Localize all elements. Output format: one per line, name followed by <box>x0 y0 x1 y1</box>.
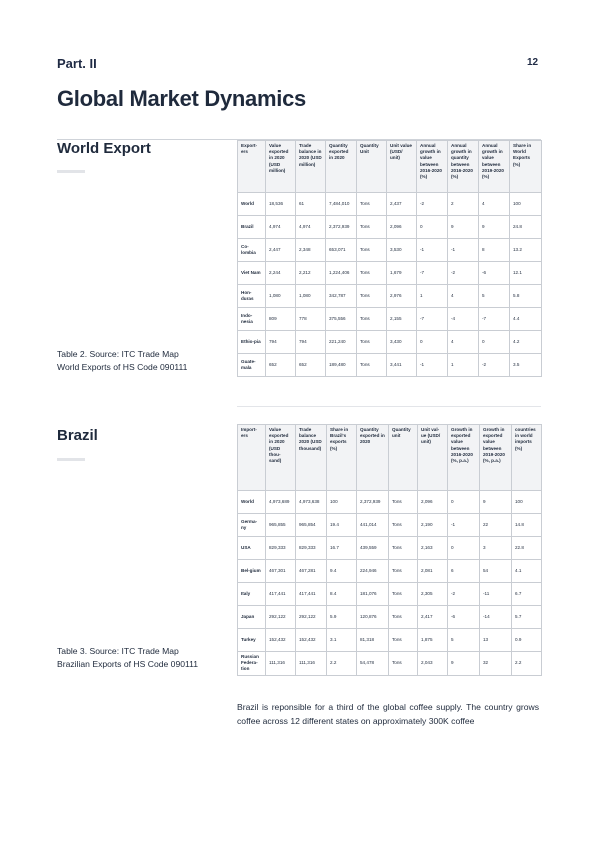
table-cell: -14 <box>480 606 512 629</box>
caption-source: Table 3. Source: ITC Trade Map <box>57 646 179 656</box>
table-cell: Tons <box>389 537 418 560</box>
column-header: Quantity exported in 2020 <box>357 425 389 491</box>
table-cell: -2 <box>448 262 479 285</box>
table-cell: 5 <box>448 629 480 652</box>
table-cell: 4 <box>448 285 479 308</box>
table-cell: Tons <box>389 560 418 583</box>
table-row <box>238 491 542 514</box>
table-cell: Tons <box>389 652 418 676</box>
table-row <box>238 583 542 606</box>
table-cell: 54,478 <box>357 652 389 676</box>
table-cell: 292,122 <box>296 606 327 629</box>
table-cell: 4,974 <box>266 216 296 239</box>
row-label: World <box>238 491 266 514</box>
table-cell: -6 <box>448 606 480 629</box>
table-cell: 22 <box>480 514 512 537</box>
table-cell: 1 <box>448 354 479 377</box>
table-cell: 9.4 <box>327 560 357 583</box>
table-cell: 14.8 <box>512 514 542 537</box>
column-header: Value exported in 2020 (USD thou-sand) <box>266 425 296 491</box>
table-cell: Tons <box>357 285 387 308</box>
table-cell: 111,316 <box>266 652 296 676</box>
table-cell: 2.2 <box>327 652 357 676</box>
row-label: Viet Nam <box>238 262 266 285</box>
table-cell: 809 <box>266 308 296 331</box>
table-row <box>238 652 542 676</box>
column-header: Quantity Unit <box>357 141 387 193</box>
table-cell: 7,484,010 <box>326 193 357 216</box>
table-row <box>238 537 542 560</box>
table-cell: 829,333 <box>296 537 327 560</box>
table-cell: 2,372,939 <box>357 491 389 514</box>
table-cell: 152,432 <box>266 629 296 652</box>
table-cell: 2,043 <box>418 652 448 676</box>
table-cell: 9 <box>479 216 510 239</box>
table-cell: 2,348 <box>296 239 326 262</box>
table-cell: 1,080 <box>266 285 296 308</box>
table-cell: 441,014 <box>357 514 389 537</box>
row-label: Co-lombia <box>238 239 266 262</box>
table-row <box>238 629 542 652</box>
table-cell: 8 <box>479 239 510 262</box>
column-header: Annual growth in value between 2016-2020 (%) <box>417 141 448 193</box>
table-cell: 4,973,638 <box>296 491 327 514</box>
table-cell: 1 <box>417 285 448 308</box>
table-cell: 54 <box>480 560 512 583</box>
table-cell: 2,305 <box>418 583 448 606</box>
table-cell: 4 <box>479 193 510 216</box>
table-cell: 16.7 <box>327 537 357 560</box>
table-cell: 2,244 <box>266 262 296 285</box>
table-cell: 4.4 <box>510 308 542 331</box>
table-cell: 0.9 <box>512 629 542 652</box>
table-row <box>238 262 542 285</box>
column-header: Annual growth in quantity between 2016-2020 (%) <box>448 141 479 193</box>
table-cell: 4,973,689 <box>266 491 296 514</box>
table-cell: 965,855 <box>266 514 296 537</box>
table-cell: 12.1 <box>510 262 542 285</box>
table-cell: 18,536 <box>266 193 296 216</box>
table-cell: 2 <box>448 193 479 216</box>
table-cell: 467,281 <box>296 560 327 583</box>
table-cell: Tons <box>357 331 387 354</box>
table-cell: -1 <box>417 239 448 262</box>
table-row <box>238 514 542 537</box>
caption-source: Table 2. Source: ITC Trade Map <box>57 349 179 359</box>
table-cell: 81,318 <box>357 629 389 652</box>
table-cell: 794 <box>266 331 296 354</box>
table-cell: Tons <box>389 583 418 606</box>
table-cell: 100 <box>512 491 542 514</box>
table-cell: Tons <box>357 239 387 262</box>
table-cell: 2,976 <box>387 285 417 308</box>
table-2-caption <box>57 348 227 374</box>
table-cell: 2,096 <box>418 491 448 514</box>
table-cell: 4,974 <box>296 216 326 239</box>
brazil-heading: Brazil <box>57 427 98 444</box>
row-label: Guate-mala <box>238 354 266 377</box>
table-cell: 3.5 <box>510 354 542 377</box>
table-cell: 965,854 <box>296 514 327 537</box>
column-header: countries in world imports (%) <box>512 425 542 491</box>
row-label: USA <box>238 537 266 560</box>
table-cell: 100 <box>510 193 542 216</box>
table-cell: -2 <box>448 583 480 606</box>
table-row <box>238 560 542 583</box>
table-cell: -6 <box>479 262 510 285</box>
table-3-caption <box>57 645 227 671</box>
table-cell: -11 <box>480 583 512 606</box>
table-cell: Tons <box>357 262 387 285</box>
world-export-heading: World Export <box>57 140 151 157</box>
table-cell: 778 <box>296 308 326 331</box>
table-cell: 1,224,406 <box>326 262 357 285</box>
row-label: Brazil <box>238 216 266 239</box>
table-cell: 292,122 <box>266 606 296 629</box>
part-label: Part. II <box>57 56 97 71</box>
table-cell: -1 <box>417 354 448 377</box>
column-header: Import-ers <box>238 425 266 491</box>
table-cell: -4 <box>448 308 479 331</box>
table-cell: 5 <box>479 285 510 308</box>
table-cell: 3.1 <box>327 629 357 652</box>
table-cell: 417,441 <box>296 583 327 606</box>
table-cell: -2 <box>479 354 510 377</box>
table-cell: 2,372,939 <box>326 216 357 239</box>
table-cell: 652 <box>266 354 296 377</box>
column-header: Quantity exported in 2020 <box>326 141 357 193</box>
brazil-export-table <box>237 424 542 676</box>
column-header: Export-ers <box>238 141 266 193</box>
table-cell: 221,240 <box>326 331 357 354</box>
table-cell: 3,530 <box>387 239 417 262</box>
column-header: Unit value (USD/ unit) <box>387 141 417 193</box>
table-cell: 2,096 <box>387 216 417 239</box>
table-cell: 417,441 <box>266 583 296 606</box>
table-cell: 0 <box>417 331 448 354</box>
table-cell: Tons <box>357 216 387 239</box>
table-cell: Tons <box>357 193 387 216</box>
table-cell: 2,212 <box>296 262 326 285</box>
body-paragraph: Brazil is reponsible for a third of the global coffee supply. The country grows coffee across 12 different states on approximately 300K coffee <box>237 702 539 726</box>
table-cell: 24.8 <box>510 216 542 239</box>
table-cell: 829,333 <box>266 537 296 560</box>
table-row <box>238 193 542 216</box>
table-cell: 2.2 <box>512 652 542 676</box>
caption-description: Brazilian Exports of HS Code 090111 <box>57 659 199 669</box>
table-cell: 653,071 <box>326 239 357 262</box>
table-cell: Tons <box>389 629 418 652</box>
table-cell: -7 <box>479 308 510 331</box>
table-cell: 5.8 <box>510 285 542 308</box>
table-cell: 0 <box>448 491 480 514</box>
column-header: Value exported in 2020 (USD million) <box>266 141 296 193</box>
heading-underline <box>57 170 85 173</box>
table-row <box>238 606 542 629</box>
table-cell: 342,787 <box>326 285 357 308</box>
table-cell: 4.2 <box>510 331 542 354</box>
row-label: Bel-gium <box>238 560 266 583</box>
column-header: Trade balance in 2020 (USD million) <box>296 141 326 193</box>
table-cell: 9 <box>448 652 480 676</box>
table-cell: 13 <box>480 629 512 652</box>
heading-underline <box>57 458 85 461</box>
column-header: Share in Brazil's exports (%) <box>327 425 357 491</box>
row-label: Ethio-pia <box>238 331 266 354</box>
column-header: Quantity unit <box>389 425 418 491</box>
table-cell: -2 <box>417 193 448 216</box>
column-header: Share in World Exports (%) <box>510 141 542 193</box>
table-cell: 2,163 <box>418 537 448 560</box>
table-cell: Tons <box>357 354 387 377</box>
page-title: Global Market Dynamics <box>57 86 306 111</box>
table-cell: 2,447 <box>266 239 296 262</box>
table-cell: 100 <box>327 491 357 514</box>
page-number: 12 <box>527 57 539 68</box>
table-header-row <box>238 141 542 193</box>
table-cell: 3 <box>480 537 512 560</box>
table-cell: 0 <box>417 216 448 239</box>
row-label: Germa-ny <box>238 514 266 537</box>
column-header: Unit val-ue (USD/ unit) <box>418 425 448 491</box>
table-cell: 794 <box>296 331 326 354</box>
table-cell: Tons <box>389 606 418 629</box>
table-cell: 0 <box>448 537 480 560</box>
table-cell: 8.4 <box>327 583 357 606</box>
table-cell: 0 <box>479 331 510 354</box>
table-cell: 111,316 <box>296 652 327 676</box>
table-cell: -1 <box>448 514 480 537</box>
table-cell: 32 <box>480 652 512 676</box>
table-cell: 152,432 <box>296 629 327 652</box>
table-row <box>238 285 542 308</box>
row-label: Japan <box>238 606 266 629</box>
table-cell: 2,190 <box>418 514 448 537</box>
section-divider <box>237 406 541 407</box>
table-cell: 4.1 <box>512 560 542 583</box>
column-header: Trade balance 2020 (USD thousand) <box>296 425 327 491</box>
column-header: Annual growth in value between 2019-2020 (%) <box>479 141 510 193</box>
caption-description: World Exports of HS Code 090111 <box>57 362 188 372</box>
table-cell: -7 <box>417 262 448 285</box>
table-cell: -7 <box>417 308 448 331</box>
table-cell: Tons <box>357 308 387 331</box>
row-label: Indo-nesia <box>238 308 266 331</box>
table-cell: 3,441 <box>387 354 417 377</box>
table-cell: 22.8 <box>512 537 542 560</box>
table-header-row <box>238 425 542 491</box>
table-cell: 3,430 <box>387 331 417 354</box>
row-label: Hon-duras <box>238 285 266 308</box>
table-cell: 61 <box>296 193 326 216</box>
table-cell: 2,417 <box>418 606 448 629</box>
row-label: World <box>238 193 266 216</box>
table-cell: 439,559 <box>357 537 389 560</box>
table-cell: 467,301 <box>266 560 296 583</box>
table-cell: Tons <box>389 514 418 537</box>
table-cell: 2,155 <box>387 308 417 331</box>
table-cell: 375,556 <box>326 308 357 331</box>
table-cell: 120,876 <box>357 606 389 629</box>
table-cell: 1,080 <box>296 285 326 308</box>
table-cell: 5.7 <box>512 606 542 629</box>
table-cell: 19.4 <box>327 514 357 537</box>
table-cell: 652 <box>296 354 326 377</box>
table-cell: 5.9 <box>327 606 357 629</box>
table-cell: 6 <box>448 560 480 583</box>
table-cell: 9 <box>448 216 479 239</box>
table-cell: 224,946 <box>357 560 389 583</box>
column-header: Growth in exported value between 2016-2020 (%, p.a.) <box>448 425 480 491</box>
table-row <box>238 331 542 354</box>
table-cell: 181,076 <box>357 583 389 606</box>
table-cell: 2,081 <box>418 560 448 583</box>
table-row <box>238 239 542 262</box>
table-cell: 1,679 <box>387 262 417 285</box>
row-label: Italy <box>238 583 266 606</box>
column-header: Growth in exported value between 2019-2020 (%, p.a.) <box>480 425 512 491</box>
table-row <box>238 308 542 331</box>
table-cell: 9 <box>480 491 512 514</box>
table-cell: -1 <box>448 239 479 262</box>
table-cell: 4 <box>448 331 479 354</box>
world-export-table <box>237 140 542 377</box>
table-row <box>238 354 542 377</box>
table-cell: 189,480 <box>326 354 357 377</box>
table-cell: 13.2 <box>510 239 542 262</box>
table-row <box>238 216 542 239</box>
table-cell: 6.7 <box>512 583 542 606</box>
row-label: Turkey <box>238 629 266 652</box>
table-cell: Tons <box>389 491 418 514</box>
table-cell: 2,437 <box>387 193 417 216</box>
row-label: Russian Federa-tion <box>238 652 266 676</box>
table-cell: 1,875 <box>418 629 448 652</box>
